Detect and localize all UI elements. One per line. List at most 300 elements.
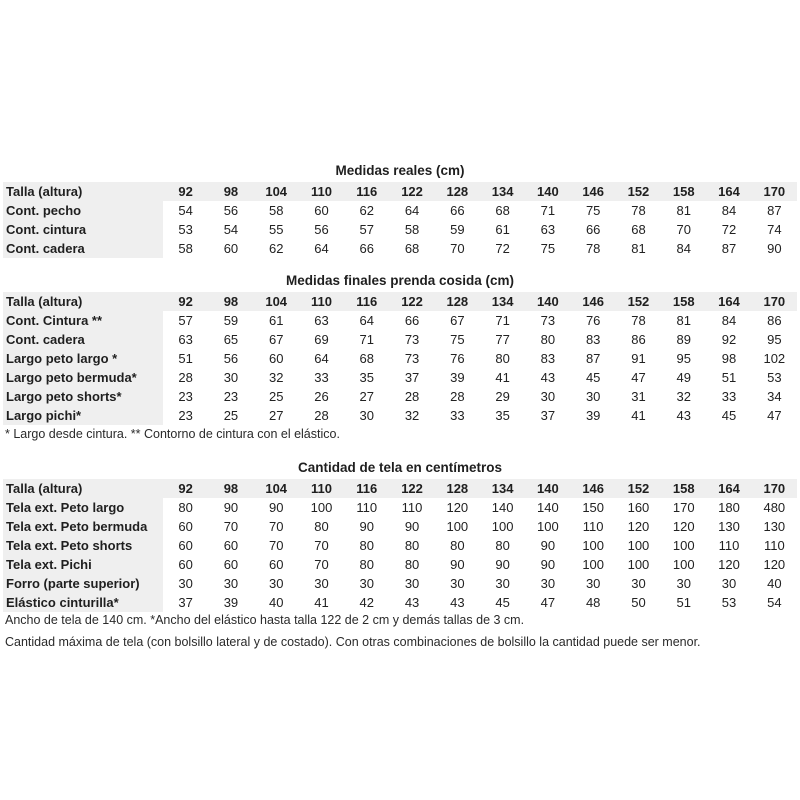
- size-header-cell: 152: [616, 479, 661, 498]
- row-label: Tela ext. Peto largo: [3, 498, 163, 517]
- measurement-cell: 95: [676, 351, 691, 366]
- size-header: [3, 292, 797, 311]
- measurement-cell: 65: [223, 332, 239, 347]
- measurement-cell: 30: [314, 576, 329, 591]
- measurement-cell: 90: [540, 538, 556, 553]
- measurement-cell: 37: [540, 408, 556, 423]
- measurement-cell: 33: [450, 408, 465, 423]
- measurement-cell: 80: [178, 500, 193, 515]
- size-header-cell: 92: [163, 479, 208, 498]
- measurement-cell: 84: [721, 313, 737, 328]
- measurement-cell: 80: [359, 557, 374, 572]
- measurement-cell: 87: [721, 241, 737, 256]
- measurement-cell: 30: [223, 370, 239, 385]
- measurement-cell: 84: [721, 203, 737, 218]
- table-body: [3, 498, 797, 612]
- measurement-cell: 120: [763, 557, 786, 572]
- table-section-cantidad-tela: [3, 457, 797, 651]
- size-header-cell: 152: [616, 182, 661, 201]
- measurement-cell: 100: [582, 557, 605, 572]
- measurement-cell: 53: [767, 370, 782, 385]
- size-header-cell: 158: [661, 479, 706, 498]
- measurement-cell: 90: [540, 557, 556, 572]
- size-header-cell: 164: [706, 182, 751, 201]
- size-header-row: [3, 182, 797, 201]
- measurement-cell: 67: [450, 313, 465, 328]
- measurement-cell: 32: [676, 389, 691, 404]
- measurement-cell: 140: [491, 500, 514, 515]
- measurement-cell: 61: [495, 222, 510, 237]
- size-header-cell: 170: [752, 182, 797, 201]
- size-header: [3, 182, 797, 201]
- measurement-cell: 51: [721, 370, 737, 385]
- measurement-cell: 72: [721, 222, 737, 237]
- measurement-cell: 70: [223, 519, 239, 534]
- measurement-cell: 39: [223, 595, 239, 610]
- measurement-cell: 90: [359, 519, 374, 534]
- measurement-cell: 28: [404, 389, 420, 404]
- measurement-cell: 68: [495, 203, 510, 218]
- measurement-cell: 29: [495, 389, 510, 404]
- row-label: Cont. pecho: [3, 201, 163, 220]
- measurement-cell: 60: [178, 557, 193, 572]
- measurement-cell: 37: [178, 595, 193, 610]
- table-row: [3, 574, 797, 593]
- measurement-cell: 41: [495, 370, 510, 385]
- measurement-cell: 41: [631, 408, 646, 423]
- measurement-cell: 71: [359, 332, 374, 347]
- table-row: [3, 330, 797, 349]
- table-body: [3, 201, 797, 258]
- size-header-cell: 146: [571, 292, 616, 311]
- size-header-cell: 146: [571, 182, 616, 201]
- measurement-cell: 47: [767, 408, 782, 423]
- size-header-cell: 152: [616, 292, 661, 311]
- size-header-cell: 116: [344, 292, 389, 311]
- table-title: Medidas finales prenda cosida (cm): [285, 273, 515, 288]
- measurement-cell: 70: [450, 241, 465, 256]
- measurement-cell: 33: [721, 389, 737, 404]
- measurement-cell: 69: [314, 332, 329, 347]
- measurement-cell: 130: [718, 519, 740, 534]
- measurement-cell: 91: [631, 351, 646, 366]
- table-row: [3, 517, 797, 536]
- measurement-cell: 70: [314, 557, 329, 572]
- measurement-cell: 30: [268, 576, 284, 591]
- size-header-cell: 164: [706, 292, 751, 311]
- footnote-ancho-tela: Ancho de tela de 140 cm. *Ancho del elástico hasta talla 122 de 2 cm y demás tallas de 3 cm.: [5, 613, 525, 627]
- cantidad-tela-table: [3, 479, 797, 612]
- measurement-cell: 23: [223, 389, 239, 404]
- measurement-cell: 28: [178, 370, 193, 385]
- measurement-cell: 110: [356, 500, 378, 515]
- measurement-cell: 66: [404, 313, 420, 328]
- measurement-cell: 66: [450, 203, 465, 218]
- measurement-cell: 98: [721, 351, 737, 366]
- measurement-cell: 35: [495, 408, 510, 423]
- measurement-cell: 32: [404, 408, 420, 423]
- table-row: [3, 536, 797, 555]
- measurement-cell: 25: [268, 389, 284, 404]
- table-title: Medidas reales (cm): [335, 163, 465, 178]
- measurement-cell: 170: [672, 500, 695, 515]
- measurement-cell: 76: [450, 351, 465, 366]
- measurement-cell: 40: [767, 576, 782, 591]
- measurement-cell: 84: [676, 241, 691, 256]
- size-header-cell: 122: [389, 479, 434, 498]
- measurement-cell: 30: [178, 576, 193, 591]
- measurement-cell: 66: [359, 241, 374, 256]
- measurement-cell: 30: [404, 576, 420, 591]
- measurement-cell: 86: [631, 332, 646, 347]
- size-header-cell: 98: [208, 182, 253, 201]
- measurement-cell: 50: [631, 595, 646, 610]
- measurement-cell: 32: [268, 370, 284, 385]
- measurement-cell: 56: [314, 222, 329, 237]
- measurement-cell: 30: [631, 576, 646, 591]
- size-header-label: Talla (altura): [3, 182, 163, 201]
- measurement-cell: 75: [450, 332, 465, 347]
- footnote-cantidad-maxima: Cantidad máxima de tela (con bolsillo lateral y de costado). Con otras combinaciones de bolsillo la cantidad puede ser menor.: [5, 635, 701, 649]
- size-header-cell: 104: [254, 479, 299, 498]
- measurement-cell: 30: [495, 576, 510, 591]
- measurement-cell: 57: [359, 222, 374, 237]
- table-row: [3, 498, 797, 517]
- measurement-cell: 43: [676, 408, 691, 423]
- measurement-cell: 23: [178, 389, 193, 404]
- measurement-cell: 120: [672, 519, 695, 534]
- measurement-cell: 70: [314, 538, 329, 553]
- size-header: [3, 479, 797, 498]
- size-header-cell: 98: [208, 292, 253, 311]
- size-header-cell: 116: [344, 182, 389, 201]
- measurement-cell: 28: [450, 389, 465, 404]
- measurement-cell: 68: [359, 351, 374, 366]
- size-header-cell: 134: [480, 292, 525, 311]
- measurement-cell: 40: [268, 595, 284, 610]
- size-header-label: Talla (altura): [3, 292, 163, 311]
- size-header-cell: 164: [706, 479, 751, 498]
- measurement-cell: 130: [763, 519, 786, 534]
- size-header-cell: 104: [254, 182, 299, 201]
- measurement-cell: 45: [495, 595, 510, 610]
- measurement-cell: 120: [627, 519, 650, 534]
- size-header-cell: 128: [435, 479, 480, 498]
- measurement-cell: 78: [585, 241, 601, 256]
- measurement-cell: 30: [721, 576, 737, 591]
- measurement-cell: 64: [314, 351, 329, 366]
- measurement-cell: 90: [404, 519, 420, 534]
- measurement-cell: 30: [540, 576, 556, 591]
- table-title: Cantidad de tela en centímetros: [297, 460, 503, 475]
- measurement-cell: 70: [676, 222, 691, 237]
- measurement-cell: 100: [627, 557, 650, 572]
- measurement-cell: 60: [314, 203, 329, 218]
- size-header-cell: 98: [208, 479, 253, 498]
- size-header-cell: 140: [525, 479, 570, 498]
- size-header-cell: 110: [299, 182, 344, 201]
- row-label: Cont. Cintura **: [3, 311, 163, 330]
- measurement-cell: 83: [540, 351, 556, 366]
- measurement-cell: 100: [582, 538, 605, 553]
- size-header-cell: 122: [389, 182, 434, 201]
- medidas-finales-table: [3, 292, 797, 425]
- measurement-cell: 60: [268, 351, 284, 366]
- measurement-cell: 30: [223, 576, 239, 591]
- measurement-cell: 56: [223, 203, 239, 218]
- measurement-cell: 41: [314, 595, 329, 610]
- row-label: Cont. cadera: [3, 330, 163, 349]
- measurement-cell: 59: [450, 222, 465, 237]
- measurement-cell: 68: [404, 241, 420, 256]
- measurement-cell: 53: [721, 595, 737, 610]
- measurement-cell: 51: [676, 595, 691, 610]
- measurement-cell: 23: [178, 408, 193, 423]
- measurement-cell: 73: [540, 313, 556, 328]
- measurement-cell: 25: [223, 408, 239, 423]
- measurement-cell: 26: [314, 389, 329, 404]
- size-header-cell: 140: [525, 182, 570, 201]
- table-row: [3, 201, 797, 220]
- size-header-cell: 170: [752, 479, 797, 498]
- size-header-cell: 110: [299, 479, 344, 498]
- size-header-cell: 158: [661, 182, 706, 201]
- size-header-cell: 170: [752, 292, 797, 311]
- measurement-cell: 48: [585, 595, 601, 610]
- measurement-cell: 39: [450, 370, 465, 385]
- measurement-cell: 77: [495, 332, 510, 347]
- measurement-cell: 100: [537, 519, 559, 534]
- measurement-cell: 59: [223, 313, 239, 328]
- measurement-cell: 70: [268, 538, 284, 553]
- measurement-cell: 100: [672, 538, 695, 553]
- row-label: Tela ext. Peto bermuda: [3, 517, 163, 536]
- measurement-cell: 70: [268, 519, 284, 534]
- measurement-cell: 102: [763, 351, 786, 366]
- measurement-cell: 56: [223, 351, 239, 366]
- row-label: Forro (parte superior): [3, 574, 163, 593]
- measurement-cell: 30: [540, 389, 556, 404]
- measurement-cell: 80: [495, 351, 510, 366]
- size-header-cell: 140: [525, 292, 570, 311]
- table-row: [3, 239, 797, 258]
- size-header-cell: 104: [254, 292, 299, 311]
- row-label: Largo peto bermuda*: [3, 368, 163, 387]
- measurement-cell: 58: [268, 203, 284, 218]
- measurement-cell: 80: [495, 538, 510, 553]
- size-header-row: [3, 292, 797, 311]
- row-label: Cont. cintura: [3, 220, 163, 239]
- measurement-cell: 92: [721, 332, 737, 347]
- measurement-cell: 63: [178, 332, 193, 347]
- measurement-cell: 30: [585, 576, 601, 591]
- measurement-cell: 60: [223, 538, 239, 553]
- size-header-cell: 146: [571, 479, 616, 498]
- medidas-reales-table: [3, 182, 797, 258]
- measurement-cell: 75: [540, 241, 556, 256]
- measurement-cell: 100: [627, 538, 650, 553]
- table-row: [3, 349, 797, 368]
- measurement-cell: 78: [631, 203, 646, 218]
- measurement-cell: 81: [676, 313, 691, 328]
- size-header-row: [3, 479, 797, 498]
- measurement-cell: 45: [585, 370, 601, 385]
- measurement-cell: 43: [450, 595, 465, 610]
- measurement-cell: 33: [314, 370, 329, 385]
- measurement-cell: 27: [359, 389, 374, 404]
- measurement-cell: 60: [268, 557, 284, 572]
- row-label: Tela ext. Pichi: [3, 555, 163, 574]
- row-label: Cont. cadera: [3, 239, 163, 258]
- measurement-cell: 87: [767, 203, 782, 218]
- measurement-cell: 43: [404, 595, 420, 610]
- measurement-cell: 80: [450, 538, 465, 553]
- measurement-cell: 90: [450, 557, 465, 572]
- measurement-cell: 120: [718, 557, 740, 572]
- measurement-cell: 74: [767, 222, 782, 237]
- measurement-cell: 35: [359, 370, 374, 385]
- table-row: [3, 593, 797, 612]
- measurement-cell: 71: [540, 203, 556, 218]
- size-header-cell: 128: [435, 182, 480, 201]
- measurement-cell: 64: [314, 241, 329, 256]
- measurement-cell: 160: [627, 500, 650, 515]
- row-label: Largo peto shorts*: [3, 387, 163, 406]
- measurement-cell: 39: [585, 408, 601, 423]
- measurement-cell: 100: [672, 557, 695, 572]
- measurement-cell: 89: [676, 332, 691, 347]
- measurement-cell: 180: [718, 500, 740, 515]
- row-label: Elástico cinturilla*: [3, 593, 163, 612]
- measurement-cell: 78: [631, 313, 646, 328]
- measurement-cell: 30: [450, 576, 465, 591]
- measurement-cell: 73: [404, 332, 420, 347]
- measurement-cell: 37: [404, 370, 420, 385]
- measurement-cell: 62: [268, 241, 284, 256]
- measurement-cell: 150: [582, 500, 605, 515]
- measurement-cell: 90: [767, 241, 782, 256]
- measurement-cell: 120: [446, 500, 469, 515]
- measurement-cell: 51: [178, 351, 193, 366]
- measurement-cell: 80: [404, 538, 420, 553]
- table-row: [3, 368, 797, 387]
- size-header-cell: 110: [299, 292, 344, 311]
- size-header-cell: 92: [163, 182, 208, 201]
- measurement-cell: 47: [631, 370, 646, 385]
- row-label: Tela ext. Peto shorts: [3, 536, 163, 555]
- measurement-cell: 43: [540, 370, 556, 385]
- size-header-cell: 134: [480, 182, 525, 201]
- row-label: Largo peto largo *: [3, 349, 163, 368]
- size-header-cell: 122: [389, 292, 434, 311]
- table-body: [3, 311, 797, 425]
- measurement-cell: 100: [446, 519, 469, 534]
- measurement-cell: 140: [537, 500, 559, 515]
- size-header-label: Talla (altura): [3, 479, 163, 498]
- measurement-cell: 63: [540, 222, 556, 237]
- measurement-cell: 49: [676, 370, 691, 385]
- measurement-cell: 90: [223, 500, 239, 515]
- measurement-cell: 95: [767, 332, 782, 347]
- measurement-cell: 72: [495, 241, 510, 256]
- measurement-cell: 110: [763, 538, 785, 553]
- measurement-cell: 42: [359, 595, 374, 610]
- measurement-cell: 80: [314, 519, 329, 534]
- measurement-cell: 28: [314, 408, 329, 423]
- measurement-cell: 71: [495, 313, 510, 328]
- measurement-cell: 110: [401, 500, 423, 515]
- measurement-cell: 30: [359, 576, 374, 591]
- measurement-cell: 100: [491, 519, 514, 534]
- measurement-cell: 47: [540, 595, 556, 610]
- measurement-cell: 80: [359, 538, 374, 553]
- size-header-cell: 128: [435, 292, 480, 311]
- measurement-cell: 64: [359, 313, 374, 328]
- measurement-cell: 76: [585, 313, 601, 328]
- table-section-medidas-finales: [3, 270, 797, 443]
- measurement-cell: 60: [178, 519, 193, 534]
- measurement-cell: 45: [721, 408, 737, 423]
- measurement-cell: 62: [359, 203, 374, 218]
- measurement-cell: 66: [585, 222, 601, 237]
- measurement-cell: 54: [178, 203, 193, 218]
- measurement-cell: 58: [178, 241, 193, 256]
- table-row: [3, 555, 797, 574]
- table-row: [3, 311, 797, 330]
- size-header-cell: 134: [480, 479, 525, 498]
- measurement-cell: 90: [268, 500, 284, 515]
- measurement-cell: 87: [585, 351, 601, 366]
- measurement-cell: 68: [631, 222, 646, 237]
- size-header-cell: 116: [344, 479, 389, 498]
- measurement-cell: 110: [582, 519, 604, 534]
- measurement-cell: 60: [223, 557, 239, 572]
- measurement-cell: 480: [763, 500, 786, 515]
- measurement-cell: 54: [767, 595, 782, 610]
- measurement-cell: 63: [314, 313, 329, 328]
- measurement-cell: 53: [178, 222, 193, 237]
- measurement-cell: 86: [767, 313, 782, 328]
- measurement-cell: 81: [631, 241, 646, 256]
- measurement-cell: 31: [631, 389, 646, 404]
- table-row: [3, 406, 797, 425]
- measurement-cell: 83: [585, 332, 601, 347]
- measurement-cell: 58: [404, 222, 420, 237]
- measurement-cell: 110: [718, 538, 740, 553]
- measurement-cell: 34: [767, 389, 782, 404]
- measurement-cell: 27: [268, 408, 284, 423]
- measurement-cell: 57: [178, 313, 193, 328]
- measurement-cell: 30: [359, 408, 374, 423]
- measurement-cell: 64: [404, 203, 420, 218]
- measurement-cell: 54: [223, 222, 239, 237]
- measurement-cell: 80: [540, 332, 556, 347]
- size-header-cell: 158: [661, 292, 706, 311]
- measurement-cell: 61: [268, 313, 284, 328]
- measurement-cell: 73: [404, 351, 420, 366]
- table-row: [3, 220, 797, 239]
- measurement-cell: 30: [585, 389, 601, 404]
- size-header-cell: 92: [163, 292, 208, 311]
- measurement-cell: 75: [585, 203, 601, 218]
- measurement-cell: 100: [310, 500, 333, 515]
- measurement-cell: 60: [178, 538, 193, 553]
- footnote-largo-cintura: * Largo desde cintura. ** Contorno de cintura con el elástico.: [5, 427, 340, 441]
- table-row: [3, 387, 797, 406]
- measurement-cell: 55: [268, 222, 284, 237]
- measurement-cell: 80: [404, 557, 420, 572]
- row-label: Largo pichi*: [3, 406, 163, 425]
